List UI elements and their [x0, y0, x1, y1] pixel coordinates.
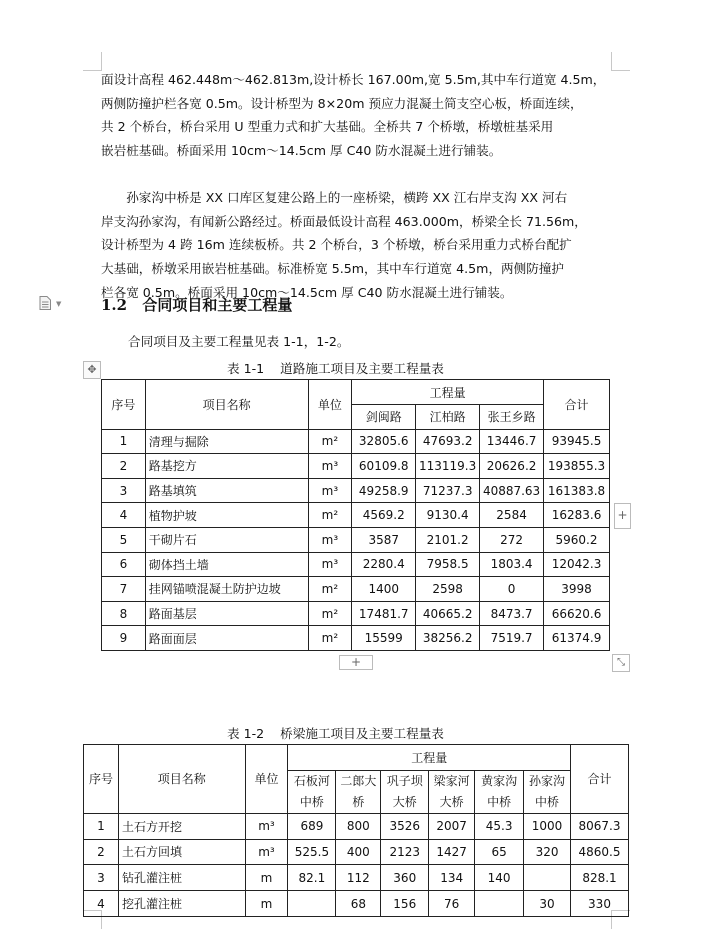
paragraph-line: 大基础，桥墩采用嵌岩桩基础。标准桥宽 5.5m，其中车行道宽 4.5m，两侧防撞护: [101, 261, 565, 277]
table-row: [84, 839, 629, 865]
cell-value: 134: [429, 865, 475, 891]
cell-value: 2280.4: [352, 552, 416, 577]
header-bridge-col: 二郎大 桥: [336, 770, 381, 813]
cell-total: 66620.6: [544, 601, 610, 626]
header-bridge-col: 石板河 中桥: [288, 770, 336, 813]
header-total: 合计: [571, 745, 629, 814]
cell-seq: 2: [84, 839, 119, 865]
cell-item: 挂网锚喷混凝土防护边坡: [145, 577, 308, 602]
cell-value: 30: [524, 891, 571, 917]
cell-value: 17481.7: [352, 601, 416, 626]
cell-item: 路基挖方: [145, 454, 308, 479]
cell-unit: m: [245, 891, 288, 917]
cell-value: 7519.7: [480, 626, 544, 651]
cell-item: 土石方回填: [118, 839, 245, 865]
cell-value: 1803.4: [480, 552, 544, 577]
paragraph-line: 孙家沟中桥是 XX 口库区复建公路上的一座桥梁，横跨 XX 江右岸支沟 XX 河右: [101, 190, 568, 205]
cell-item: 清理与掘除: [145, 429, 308, 454]
cell-value: 82.1: [288, 865, 336, 891]
cell-total: 161383.8: [544, 478, 610, 503]
table-resize-handle[interactable]: ⤡: [612, 654, 630, 672]
cell-value: 20626.2: [480, 454, 544, 479]
cell-value: 1000: [524, 813, 571, 839]
cell-value: 1400: [352, 577, 416, 602]
cell-seq: 9: [102, 626, 146, 651]
paragraph-line: 面设计高程 462.448m～462.813m,设计桥长 167.00m,宽 5.5m,其中车行道宽 4.5m，: [101, 72, 606, 87]
cell-value: 32805.6: [352, 429, 416, 454]
cell-value: [524, 865, 571, 891]
cell-total: 8067.3: [571, 813, 629, 839]
cell-value: 140: [475, 865, 524, 891]
table-row: [84, 891, 629, 917]
cell-total: 16283.6: [544, 503, 610, 528]
cell-value: 68: [336, 891, 381, 917]
cell-total: 193855.3: [544, 454, 610, 479]
cell-value: 7958.5: [416, 552, 480, 577]
header-quantity: 工程量: [288, 745, 571, 771]
cell-value: 38256.2: [416, 626, 480, 651]
cell-total: 828.1: [571, 865, 629, 891]
cell-value: 8473.7: [480, 601, 544, 626]
margin-corner-top-right: [611, 52, 630, 71]
paragraph-line: 嵌岩桩基础。桥面采用 10cm～14.5cm 厚 C40 防水混凝土进行铺装。: [101, 143, 502, 159]
header-road-col: 剑闽路: [352, 405, 416, 430]
cell-value: 40887.63: [480, 478, 544, 503]
cell-unit: m: [245, 865, 288, 891]
cell-total: 4860.5: [571, 839, 629, 865]
cell-value: 525.5: [288, 839, 336, 865]
cell-value: [475, 891, 524, 917]
header-bridge-col: 孙家沟 中桥: [524, 770, 571, 813]
cell-unit: m²: [308, 503, 352, 528]
paragraph-line: 设计桥型为 4 跨 16m 连续板桥。共 2 个桥台，3 个桥墩，桥台采用重力式桥台配扩: [101, 237, 572, 253]
table-row: [102, 552, 610, 577]
cell-unit: m²: [308, 601, 352, 626]
cell-value: 112: [336, 865, 381, 891]
table-bridge-quantities[interactable]: [83, 744, 629, 917]
cell-value: 689: [288, 813, 336, 839]
cell-value: 272: [480, 527, 544, 552]
cell-value: 47693.2: [416, 429, 480, 454]
cell-total: 330: [571, 891, 629, 917]
table-row: [102, 601, 610, 626]
cell-unit: m³: [308, 552, 352, 577]
cell-total: 3998: [544, 577, 610, 602]
paragraph-line: 共 2 个桥台，桥台采用 U 型重力式和扩大基础。全桥共 7 个桥墩，桥墩桩基采用: [101, 119, 554, 135]
table-row: [102, 503, 610, 528]
cell-value: 1427: [429, 839, 475, 865]
cell-value: 113119.3: [416, 454, 480, 479]
cell-value: 156: [381, 891, 429, 917]
cell-value: 71237.3: [416, 478, 480, 503]
header-unit: 单位: [245, 745, 288, 814]
cell-unit: m³: [245, 813, 288, 839]
paragraph-line: 岸支沟孙家沟，有闻新公路经过。桥面最低设计高程 463.000m，桥梁全长 71.56m，: [101, 213, 587, 229]
paragraph-line: 两侧防撞护栏各宽 0.5m。设计桥型为 8×20m 预应力混凝土简支空心板，桥面连续，: [101, 95, 583, 111]
cell-value: 15599: [352, 626, 416, 651]
cell-item: 植物护坡: [145, 503, 308, 528]
cell-value: 40665.2: [416, 601, 480, 626]
header-bridge-col: 梁家河 大桥: [429, 770, 475, 813]
cell-seq: 3: [102, 478, 146, 503]
cell-value: [288, 891, 336, 917]
margin-corner-top-left: [83, 52, 102, 71]
section-number: 1.2: [101, 296, 128, 314]
table-move-handle[interactable]: ✥: [83, 361, 101, 379]
cell-unit: m²: [308, 626, 352, 651]
cell-value: 76: [429, 891, 475, 917]
add-column-button[interactable]: +: [614, 503, 631, 529]
cell-seq: 7: [102, 577, 146, 602]
header-bridge-col: 黄家沟 中桥: [475, 770, 524, 813]
table-row: [102, 454, 610, 479]
table-row: [102, 626, 610, 651]
cell-unit: m²: [308, 577, 352, 602]
header-total: 合计: [544, 380, 610, 430]
cell-value: 2598: [416, 577, 480, 602]
chevron-down-icon[interactable]: ▼: [56, 300, 62, 308]
cell-value: 2584: [480, 503, 544, 528]
cell-seq: 5: [102, 527, 146, 552]
cell-item: 钻孔灌注桩: [118, 865, 245, 891]
cell-item: 砌体挡土墙: [145, 552, 308, 577]
cell-value: 9130.4: [416, 503, 480, 528]
cell-value: 4569.2: [352, 503, 416, 528]
paragraph-sunjiagou-bridge[interactable]: [101, 186, 613, 305]
cell-value: 2101.2: [416, 527, 480, 552]
table-row: [102, 577, 610, 602]
table2-caption: 表 1-2 桥梁施工项目及主要工程量表: [227, 726, 444, 741]
header-unit: 单位: [308, 380, 352, 430]
table-row: [84, 813, 629, 839]
cell-seq: 4: [84, 891, 119, 917]
cell-total: 12042.3: [544, 552, 610, 577]
table-row: [84, 865, 629, 891]
header-quantity: 工程量: [352, 380, 544, 405]
cell-unit: m³: [308, 527, 352, 552]
cell-value: 2123: [381, 839, 429, 865]
cell-value: 320: [524, 839, 571, 865]
cell-seq: 1: [102, 429, 146, 454]
cell-seq: 8: [102, 601, 146, 626]
header-road-col: 江柏路: [416, 405, 480, 430]
cell-unit: m³: [308, 454, 352, 479]
cell-value: 360: [381, 865, 429, 891]
section-heading: [101, 294, 292, 315]
cell-item: 干砌片石: [145, 527, 308, 552]
cell-unit: m²: [308, 429, 352, 454]
table-row: [102, 478, 610, 503]
header-seq: 序号: [102, 380, 146, 430]
cell-seq: 3: [84, 865, 119, 891]
header-seq: 序号: [84, 745, 119, 814]
cell-value: 60109.8: [352, 454, 416, 479]
cell-value: 13446.7: [480, 429, 544, 454]
cell-value: 3587: [352, 527, 416, 552]
cell-item: 路基填筑: [145, 478, 308, 503]
intro-text: 合同项目及主要工程量见表 1-1，1-2。: [128, 334, 350, 349]
cell-seq: 1: [84, 813, 119, 839]
cell-item: 挖孔灌注桩: [118, 891, 245, 917]
cell-total: 61374.9: [544, 626, 610, 651]
cell-value: 3526: [381, 813, 429, 839]
cell-item: 路面基层: [145, 601, 308, 626]
cell-item: 路面面层: [145, 626, 308, 651]
cell-value: 65: [475, 839, 524, 865]
paragraph-line: 栏各宽 0.5m。桥面采用 10cm～14.5cm 厚 C40 防水混凝土进行铺装。: [101, 284, 513, 300]
section-title: 合同项目和主要工程量: [142, 296, 293, 314]
cell-value: 49258.9: [352, 478, 416, 503]
cell-unit: m³: [245, 839, 288, 865]
table-row: [102, 429, 610, 454]
cell-item: 土石方开挖: [118, 813, 245, 839]
add-row-button[interactable]: +: [339, 655, 373, 670]
paragraph-bridge-1[interactable]: [101, 68, 613, 163]
cell-value: 400: [336, 839, 381, 865]
table-road-quantities[interactable]: [101, 379, 610, 651]
header-bridge-col: 巩子坝 大桥: [381, 770, 429, 813]
cell-seq: 6: [102, 552, 146, 577]
cell-total: 93945.5: [544, 429, 610, 454]
cell-value: 45.3: [475, 813, 524, 839]
header-road-col: 张王乡路: [480, 405, 544, 430]
cell-unit: m³: [308, 478, 352, 503]
table1-caption: 表 1-1 道路施工项目及主要工程量表: [227, 361, 444, 376]
cell-value: 0: [480, 577, 544, 602]
cell-seq: 2: [102, 454, 146, 479]
table-row: [102, 527, 610, 552]
cell-total: 5960.2: [544, 527, 610, 552]
cell-seq: 4: [102, 503, 146, 528]
cell-value: 800: [336, 813, 381, 839]
cell-value: 2007: [429, 813, 475, 839]
document-outline-icon[interactable]: [39, 296, 51, 310]
header-item-name: 项目名称: [145, 380, 308, 430]
header-item-name: 项目名称: [118, 745, 245, 814]
